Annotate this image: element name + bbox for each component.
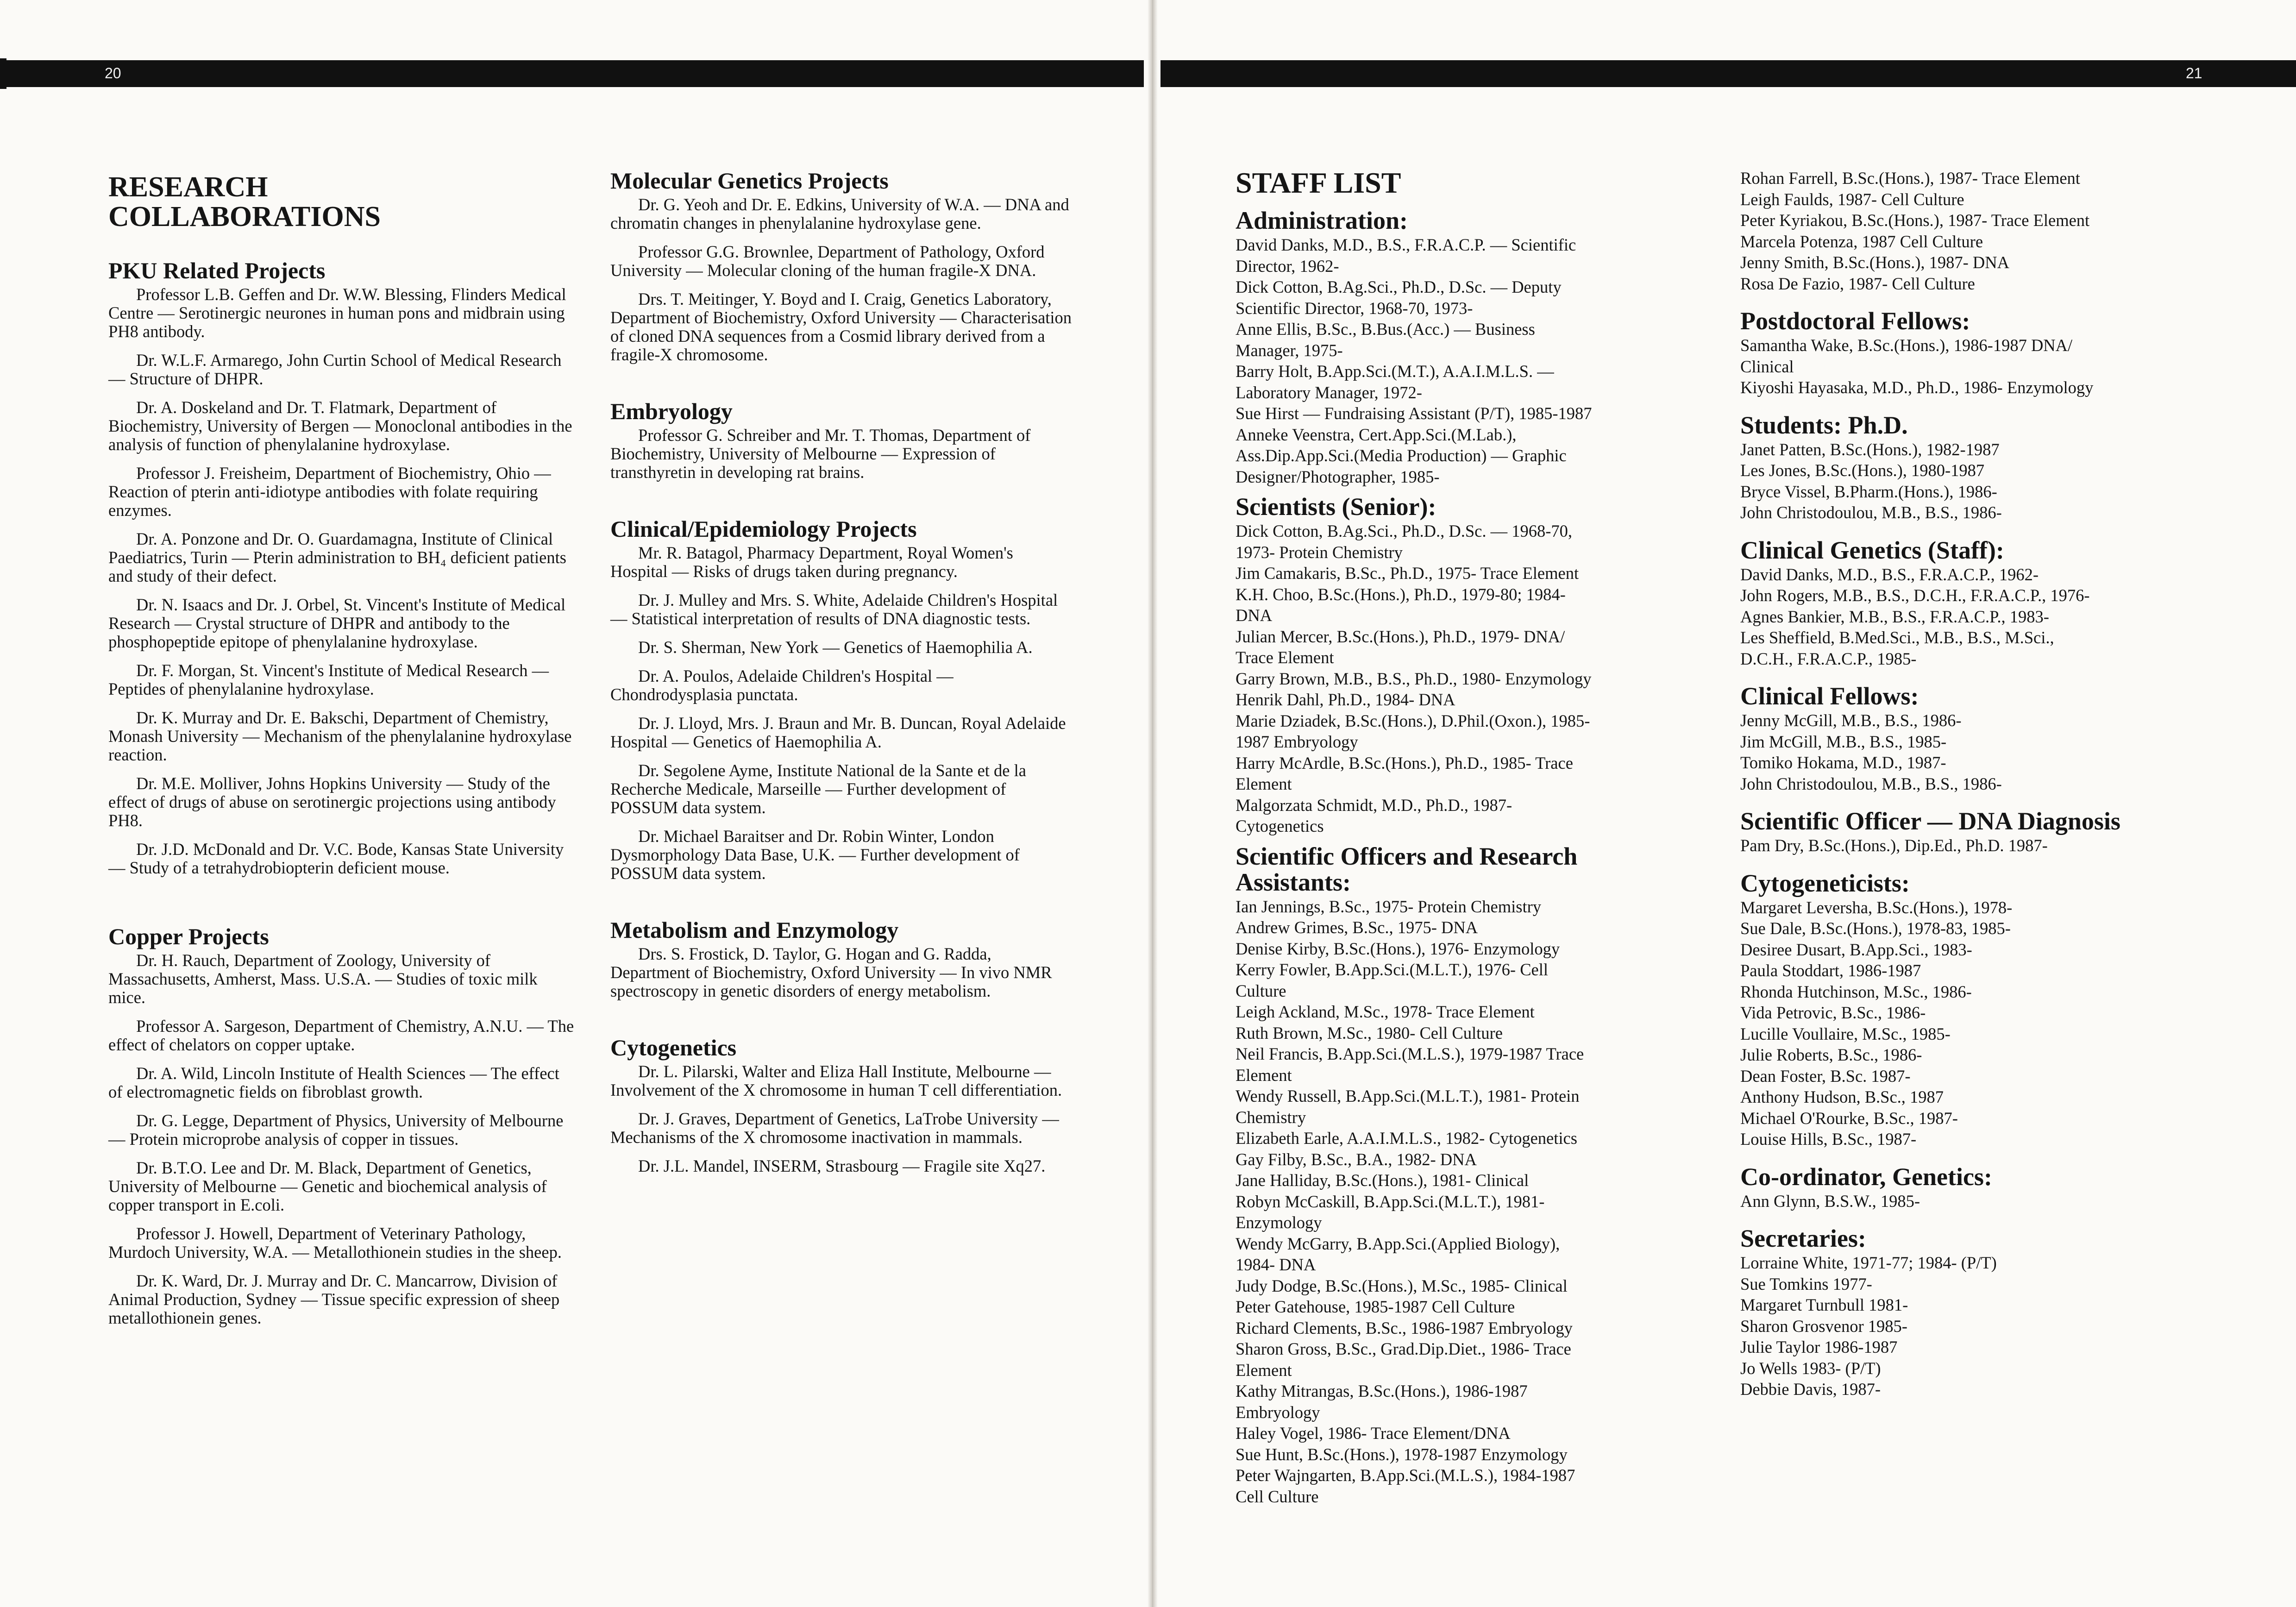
- entry-pku: Professor J. Freisheim, Department of Biochemistry, Ohio — Reaction of pterin anti-idiotype antibodies with folate requiring enzymes.: [108, 464, 551, 520]
- page-number-left: 20: [105, 65, 121, 82]
- staff-line: Clinical: [1740, 357, 1794, 376]
- staff-line: Rosa De Fazio, 1987- Cell Culture: [1740, 274, 1975, 293]
- section-heading-cytogenetics: Cytogenetics: [610, 1035, 737, 1061]
- staff-line: Gay Filby, B.Sc., B.A., 1982- DNA: [1236, 1149, 1477, 1169]
- staff-line: Sue Hunt, B.Sc.(Hons.), 1978-1987 Enzymology: [1236, 1444, 1568, 1464]
- staff-line: Jim McGill, M.B., B.S., 1985-: [1740, 732, 1947, 751]
- staff-lines-postdoctoral: [1740, 335, 2231, 398]
- entries-copper: [108, 951, 576, 1327]
- entry-clinical-epidemiology: Dr. Segolene Ayme, Institute National de la Sante et de la Recherche Medicale, Marseille — Further development of POSSUM data system.: [610, 761, 1026, 817]
- entry-clinical-epidemiology: Dr. S. Sherman, New York — Genetics of Haemophilia A.: [638, 638, 1033, 657]
- header-bar-right: [1161, 60, 2296, 87]
- binding-gutter: [1148, 0, 1158, 1607]
- staff-lines-continued: [1740, 168, 2231, 294]
- entry-pku: Dr. W.L.F. Armarego, John Curtin School of Medical Research — Structure of DHPR.: [108, 351, 562, 388]
- staff-line: Desiree Dusart, B.App.Sci., 1983-: [1740, 940, 1972, 959]
- staff-line: Neil Francis, B.App.Sci.(M.L.S.), 1979-1987 Trace: [1236, 1044, 1584, 1063]
- staff-line: Henrik Dahl, Ph.D., 1984- DNA: [1236, 690, 1455, 709]
- staff-line: DNA: [1236, 606, 1273, 625]
- staff-line: Laboratory Manager, 1972-: [1236, 383, 1422, 402]
- staff-line: Culture: [1236, 981, 1286, 1000]
- staff-line: Anneke Veenstra, Cert.App.Sci.(M.Lab.),: [1236, 425, 1517, 444]
- staff-line: David Danks, M.D., B.S., F.R.A.C.P. — Scientific: [1236, 235, 1576, 254]
- staff-line: Trace Element: [1236, 648, 1334, 667]
- staff-line: Debbie Davis, 1987-: [1740, 1380, 1881, 1399]
- staff-line: John Rogers, M.B., B.S., D.C.H., F.R.A.C.P., 1976-: [1740, 586, 2090, 605]
- staff-heading-scientific-officers: [1236, 843, 1708, 895]
- staff-line: Margaret Turnbull 1981-: [1740, 1295, 1908, 1314]
- staff-line: Wendy Russell, B.App.Sci.(M.L.T.), 1981- Protein: [1236, 1086, 1580, 1105]
- staff-lines-administration: [1236, 234, 1708, 487]
- entry-clinical-epidemiology: Dr. Michael Baraitser and Dr. Robin Winter, London Dysmorphology Data Base, U.K. — Further development of POSSUM data system.: [610, 827, 1020, 883]
- staff-line: Garry Brown, M.B., B.S., Ph.D., 1980- Enzymology: [1236, 669, 1592, 688]
- staff-line: Tomiko Hokama, M.D., 1987-: [1740, 753, 1946, 772]
- staff-line: Designer/Photographer, 1985-: [1236, 467, 1440, 486]
- staff-line: Sue Dale, B.Sc.(Hons.), 1978-83, 1985-: [1740, 919, 2011, 938]
- entries-cytogenetics: [610, 1062, 1073, 1175]
- entries-metabolism: [610, 945, 1073, 1000]
- staff-line: Kathy Mitrangas, B.Sc.(Hons.), 1986-1987: [1236, 1381, 1528, 1400]
- staff-lines-students: [1740, 439, 2231, 523]
- entry-pku: Dr. M.E. Molliver, Johns Hopkins University — Study of the effect of drugs of abuse on serotinergic projections using antibody PH8.: [108, 774, 556, 830]
- staff-line: Cell Culture: [1236, 1487, 1319, 1506]
- staff-line: Paula Stoddart, 1986-1987: [1740, 961, 1921, 980]
- section-heading-molecular: Molecular Genetics Projects: [610, 168, 889, 194]
- staff-line: Dick Cotton, B.Ag.Sci., Ph.D., D.Sc. — 1968-70,: [1236, 521, 1572, 540]
- staff-line: Element: [1236, 774, 1292, 793]
- staff-lines-clinical-fellows: [1740, 710, 2231, 794]
- staff-line: Jane Halliday, B.Sc.(Hons.), 1981- Clinical: [1236, 1171, 1529, 1190]
- staff-line: Michael O'Rourke, B.Sc., 1987-: [1740, 1108, 1958, 1128]
- staff-line: Element: [1236, 1360, 1292, 1380]
- entry-cytogenetics: Dr. J.L. Mandel, INSERM, Strasbourg — Fragile site Xq27.: [638, 1156, 1046, 1175]
- staff-line: K.H. Choo, B.Sc.(Hons.), Ph.D., 1979-80; 1984-: [1236, 584, 1566, 604]
- entry-metabolism: Drs. S. Frostick, D. Taylor, G. Hogan and G. Radda, Department of Biochemistry, Oxford University — In vivo NMR spectroscopy in genetic disorders of energy metabolism.: [610, 944, 1052, 1000]
- staff-line: 1984- DNA: [1236, 1255, 1316, 1274]
- staff-heading-coordinator: Co-ordinator, Genetics:: [1740, 1162, 1992, 1191]
- staff-lines-dna-diagnosis: [1740, 835, 2231, 856]
- staff-heading-postdoctoral: Postdoctoral Fellows:: [1740, 307, 1970, 335]
- staff-line: Les Jones, B.Sc.(Hons.), 1980-1987: [1740, 461, 1985, 480]
- staff-line: Julie Taylor 1986-1987: [1740, 1337, 1898, 1356]
- staff-line: Jim Camakaris, B.Sc., Ph.D., 1975- Trace Element: [1236, 564, 1579, 583]
- staff-line: Ruth Brown, M.Sc., 1980- Cell Culture: [1236, 1023, 1503, 1042]
- staff-line: Haley Vogel, 1986- Trace Element/DNA: [1236, 1424, 1511, 1443]
- staff-heading-scientific-officers-line2: Assistants:: [1236, 868, 1351, 896]
- staff-line: Jenny McGill, M.B., B.S., 1986-: [1740, 711, 1962, 730]
- entry-pku: Professor L.B. Geffen and Dr. W.W. Blessing, Flinders Medical Centre — Serotinergic neurones in human pons and midbrain using PH8 antibody.: [108, 285, 566, 341]
- entry-copper: Dr. H. Rauch, Department of Zoology, University of Massachusetts, Amherst, Mass. U.S.A. — Studies of toxic milk mice.: [108, 951, 538, 1007]
- research-title-line2: COLLABORATIONS: [108, 201, 381, 232]
- staff-line: Marie Dziadek, B.Sc.(Hons.), D.Phil.(Oxon.), 1985-: [1236, 711, 1590, 730]
- research-title: [108, 172, 576, 232]
- section-heading-pku: PKU Related Projects: [108, 257, 326, 283]
- staff-line: Harry McArdle, B.Sc.(Hons.), Ph.D., 1985- Trace: [1236, 753, 1573, 772]
- staff-lines-scientists-senior: [1236, 521, 1708, 837]
- entry-pku: Dr. A. Ponzone and Dr. O. Guardamagna, Institute of Clinical Paediatrics, Turin — Pterin administration to BH₄ deficient patients and study of their defect.: [108, 529, 566, 585]
- staff-line: Sue Tomkins 1977-: [1740, 1274, 1872, 1293]
- staff-line: Cytogenetics: [1236, 816, 1324, 835]
- page-number-right: 21: [2186, 65, 2202, 82]
- staff-line: Anthony Hudson, B.Sc., 1987: [1740, 1087, 1944, 1106]
- entry-clinical-epidemiology: Dr. J. Lloyd, Mrs. J. Braun and Mr. B. Duncan, Royal Adelaide Hospital — Genetics of Haemophilia A.: [610, 714, 1066, 751]
- staff-lines-secretaries: [1740, 1252, 2231, 1400]
- staff-line: Leigh Ackland, M.Sc., 1978- Trace Element: [1236, 1002, 1535, 1021]
- staff-line: Les Sheffield, B.Med.Sci., M.B., B.S., M.Sci.,: [1740, 628, 2054, 647]
- staff-line: Vida Petrovic, B.Sc., 1986-: [1740, 1003, 1926, 1022]
- staff-line: John Christodoulou, M.B., B.S., 1986-: [1740, 503, 2002, 522]
- section-heading-clinical-epidemiology: Clinical/Epidemiology Projects: [610, 516, 917, 542]
- entries-molecular: [610, 195, 1073, 364]
- staff-lines-cytogeneticists: [1740, 897, 2231, 1150]
- staff-line: Enzymology: [1236, 1213, 1322, 1232]
- staff-heading-scientists-senior: Scientists (Senior):: [1236, 493, 1437, 521]
- staff-heading-secretaries: Secretaries:: [1740, 1224, 1866, 1252]
- section-heading-embryology: Embryology: [610, 398, 733, 424]
- staff-line: Sharon Gross, B.Sc., Grad.Dip.Diet., 1986- Trace: [1236, 1339, 1571, 1358]
- research-title-line1: RESEARCH: [108, 171, 268, 203]
- staff-line: Embryology: [1236, 1402, 1320, 1422]
- staff-line: Sharon Grosvenor 1985-: [1740, 1316, 1907, 1336]
- staff-line: Sue Hirst — Fundraising Assistant (P/T), 1985-1987: [1236, 404, 1592, 423]
- staff-line: Louise Hills, B.Sc., 1987-: [1740, 1130, 1917, 1149]
- research-column-2: [610, 168, 1073, 1186]
- staff-line: Dick Cotton, B.Ag.Sci., Ph.D., D.Sc. — Deputy: [1236, 277, 1562, 296]
- staff-line: Peter Kyriakou, B.Sc.(Hons.), 1987- Trace Element: [1740, 211, 2090, 230]
- entry-embryology: Professor G. Schreiber and Mr. T. Thomas, Department of Biochemistry, University of Melbourne — Expression of transthyretin in developing rat brains.: [610, 426, 1031, 482]
- staff-line: Rohan Farrell, B.Sc.(Hons.), 1987- Trace Element: [1740, 169, 2080, 188]
- staff-line: Robyn McCaskill, B.App.Sci.(M.L.T.), 1981-: [1236, 1192, 1545, 1211]
- staff-line: Janet Patten, B.Sc.(Hons.), 1982-1987: [1740, 439, 2000, 459]
- staff-line: Marcela Potenza, 1987 Cell Culture: [1740, 232, 1983, 251]
- staff-list-title: STAFF LIST: [1236, 166, 1401, 199]
- staff-line: Andrew Grimes, B.Sc., 1975- DNA: [1236, 918, 1478, 937]
- staff-line: Malgorzata Schmidt, M.D., Ph.D., 1987-: [1236, 795, 1512, 815]
- entry-pku: Dr. N. Isaacs and Dr. J. Orbel, St. Vincent's Institute of Medical Research — Crystal structure of DHPR and antibody to the phosphopeptide epitope of phenylalanine hydroxylase.: [108, 595, 566, 651]
- staff-line: Lucille Voullaire, M.Sc., 1985-: [1740, 1024, 1951, 1043]
- staff-line: David Danks, M.D., B.S., F.R.A.C.P., 1962-: [1740, 565, 2039, 584]
- staff-line: Rhonda Hutchinson, M.Sc., 1986-: [1740, 982, 1972, 1001]
- entry-molecular: Professor G.G. Brownlee, Department of Pathology, Oxford University — Molecular cloning of the human fragile-X DNA.: [610, 242, 1045, 280]
- staff-line: Samantha Wake, B.Sc.(Hons.), 1986-1987 DNA/: [1740, 336, 2073, 355]
- staff-heading-dna-diagnosis: Scientific Officer — DNA Diagnosis: [1740, 807, 2120, 835]
- staff-line: Agnes Bankier, M.B., B.S., F.R.A.C.P., 1983-: [1740, 607, 2049, 626]
- entry-clinical-epidemiology: Dr. A. Poulos, Adelaide Children's Hospital — Chondrodysplasia punctata.: [610, 666, 954, 704]
- staff-line: Jo Wells 1983- (P/T): [1740, 1358, 1881, 1378]
- staff-line: 1987 Embryology: [1236, 732, 1358, 751]
- staff-line: Judy Dodge, B.Sc.(Hons.), M.Sc., 1985- Clinical: [1236, 1276, 1568, 1295]
- staff-line: Leigh Faulds, 1987- Cell Culture: [1740, 189, 1964, 209]
- staff-line: Julie Roberts, B.Sc., 1986-: [1740, 1045, 1922, 1064]
- staff-lines-coordinator: [1740, 1191, 2231, 1212]
- staff-heading-scientific-officers-line1: Scientific Officers and Research: [1236, 842, 1578, 870]
- staff-line: Ann Glynn, B.S.W., 1985-: [1740, 1191, 1920, 1211]
- staff-line: Chemistry: [1236, 1107, 1306, 1127]
- staff-line: Dean Foster, B.Sc. 1987-: [1740, 1066, 1911, 1086]
- staff-line: Director, 1962-: [1236, 256, 1339, 276]
- entries-clinical-epidemiology: [610, 544, 1073, 883]
- research-column-1: [108, 172, 576, 1337]
- staff-line: Lorraine White, 1971-77; 1984- (P/T): [1740, 1253, 1997, 1272]
- staff-line: Denise Kirby, B.Sc.(Hons.), 1976- Enzymology: [1236, 939, 1560, 958]
- entry-pku: Dr. J.D. McDonald and Dr. V.C. Bode, Kansas State University — Study of a tetrahydrobiopterin deficient mouse.: [108, 840, 564, 877]
- staff-line: Manager, 1975-: [1236, 340, 1343, 360]
- staff-line: Julian Mercer, B.Sc.(Hons.), Ph.D., 1979- DNA/: [1236, 627, 1565, 646]
- staff-lines-scientific-officers: [1236, 896, 1708, 1507]
- staff-line: John Christodoulou, M.B., B.S., 1986-: [1740, 774, 2002, 793]
- entry-pku: Dr. K. Murray and Dr. E. Bakschi, Department of Chemistry, Monash University — Mechanism of the phenylalanine hydroxylase reaction.: [108, 708, 572, 764]
- section-heading-metabolism: Metabolism and Enzymology: [610, 917, 899, 943]
- entry-pku: Dr. A. Doskeland and Dr. T. Flatmark, Department of Biochemistry, University of Bergen — Monoclonal antibodies in the analysis of function of phenylalanine hydroxylase.: [108, 398, 572, 454]
- staff-line: Bryce Vissel, B.Pharm.(Hons.), 1986-: [1740, 482, 1997, 501]
- entry-copper: Dr. G. Legge, Department of Physics, University of Melbourne — Protein microprobe analysis of copper in tissues.: [108, 1111, 564, 1149]
- staff-line: Peter Gatehouse, 1985-1987 Cell Culture: [1236, 1297, 1515, 1316]
- entries-embryology: [610, 426, 1073, 482]
- entry-cytogenetics: Dr. J. Graves, Department of Genetics, LaTrobe University — Mechanisms of the X chromosome inactivation in mammals.: [610, 1109, 1059, 1147]
- entry-molecular: Dr. G. Yeoh and Dr. E. Edkins, University of W.A. — DNA and chromatin changes in phenylalanine hydroxylase gene.: [610, 195, 1069, 232]
- staff-line: Pam Dry, B.Sc.(Hons.), Dip.Ed., Ph.D. 1987-: [1740, 836, 2048, 855]
- staff-column-1: [1236, 168, 1708, 1507]
- staff-line: Jenny Smith, B.Sc.(Hons.), 1987- DNA: [1740, 253, 2009, 272]
- staff-line: Ian Jennings, B.Sc., 1975- Protein Chemistry: [1236, 897, 1541, 916]
- staff-heading-students: Students: Ph.D.: [1740, 411, 1908, 439]
- entry-copper: Dr. B.T.O. Lee and Dr. M. Black, Department of Genetics, University of Melbourne — Genetic and biochemical analysis of copper transport in E.coli.: [108, 1158, 547, 1214]
- entry-copper: Professor J. Howell, Department of Veterinary Pathology, Murdoch University, W.A. — Metallothionein studies in the sheep.: [108, 1224, 562, 1262]
- staff-line: Richard Clements, B.Sc., 1986-1987 Embryology: [1236, 1318, 1573, 1337]
- entry-copper: Dr. K. Ward, Dr. J. Murray and Dr. C. Mancarrow, Division of Animal Production, Sydney — Tissue specific expression of sheep metallothionein genes.: [108, 1271, 560, 1327]
- staff-lines-clinical-genetics: [1740, 564, 2231, 670]
- entries-pku: [108, 285, 576, 877]
- staff-heading-administration: Administration:: [1236, 207, 1408, 234]
- staff-line: Barry Holt, B.App.Sci.(M.T.), A.A.I.M.L.S. —: [1236, 362, 1554, 381]
- entry-pku: Dr. F. Morgan, St. Vincent's Institute of Medical Research — Peptides of phenylalanine hydroxylase.: [108, 661, 549, 698]
- staff-heading-clinical-fellows: Clinical Fellows:: [1740, 682, 1919, 710]
- entry-cytogenetics: Dr. L. Pilarski, Walter and Eliza Hall Institute, Melbourne — Involvement of the X chromosome in human T cell differentiation.: [610, 1062, 1062, 1099]
- entry-clinical-epidemiology: Mr. R. Batagol, Pharmacy Department, Royal Women's Hospital — Risks of drugs taken during pregnancy.: [610, 543, 1013, 581]
- staff-heading-clinical-genetics: Clinical Genetics (Staff):: [1740, 536, 2004, 564]
- staff-line: Kiyoshi Hayasaka, M.D., Ph.D., 1986- Enzymology: [1740, 378, 2094, 397]
- staff-line: 1973- Protein Chemistry: [1236, 542, 1403, 562]
- staff-line: Anne Ellis, B.Sc., B.Bus.(Acc.) — Business: [1236, 320, 1535, 339]
- entry-clinical-epidemiology: Dr. J. Mulley and Mrs. S. White, Adelaide Children's Hospital — Statistical interpretation of results of DNA diagnostic tests.: [610, 590, 1058, 628]
- staff-column-2: [1740, 168, 2231, 1400]
- staff-line: Wendy McGarry, B.App.Sci.(Applied Biology),: [1236, 1234, 1560, 1253]
- section-heading-copper: Copper Projects: [108, 923, 269, 949]
- staff-line: Kerry Fowler, B.App.Sci.(M.L.T.), 1976- Cell: [1236, 960, 1549, 979]
- staff-line: Scientific Director, 1968-70, 1973-: [1236, 298, 1473, 318]
- staff-line: Peter Wajngarten, B.App.Sci.(M.L.S.), 1984-1987: [1236, 1466, 1575, 1485]
- staff-line: Elizabeth Earle, A.A.I.M.L.S., 1982- Cytogenetics: [1236, 1129, 1577, 1148]
- staff-line: Margaret Leversha, B.Sc.(Hons.), 1978-: [1740, 898, 2013, 917]
- entry-copper: Dr. A. Wild, Lincoln Institute of Health Sciences — The effect of electromagnetic fields on fibroblast growth.: [108, 1064, 559, 1101]
- staff-heading-cytogeneticists: Cytogeneticists:: [1740, 869, 1910, 897]
- staff-line: Ass.Dip.App.Sci.(Media Production) — Graphic: [1236, 446, 1567, 465]
- entry-copper: Professor A. Sargeson, Department of Chemistry, A.N.U. — The effect of chelators on copper uptake.: [108, 1017, 574, 1054]
- staff-line: D.C.H., F.R.A.C.P., 1985-: [1740, 649, 1917, 668]
- entry-molecular: Drs. T. Meitinger, Y. Boyd and I. Craig, Genetics Laboratory, Department of Biochemistry, Oxford University — Characterisation of cloned DNA sequences from a Cosmid library derived from a fragile-X chromosome.: [610, 289, 1072, 364]
- staff-line: Element: [1236, 1065, 1292, 1085]
- header-bar-left: [0, 60, 1144, 87]
